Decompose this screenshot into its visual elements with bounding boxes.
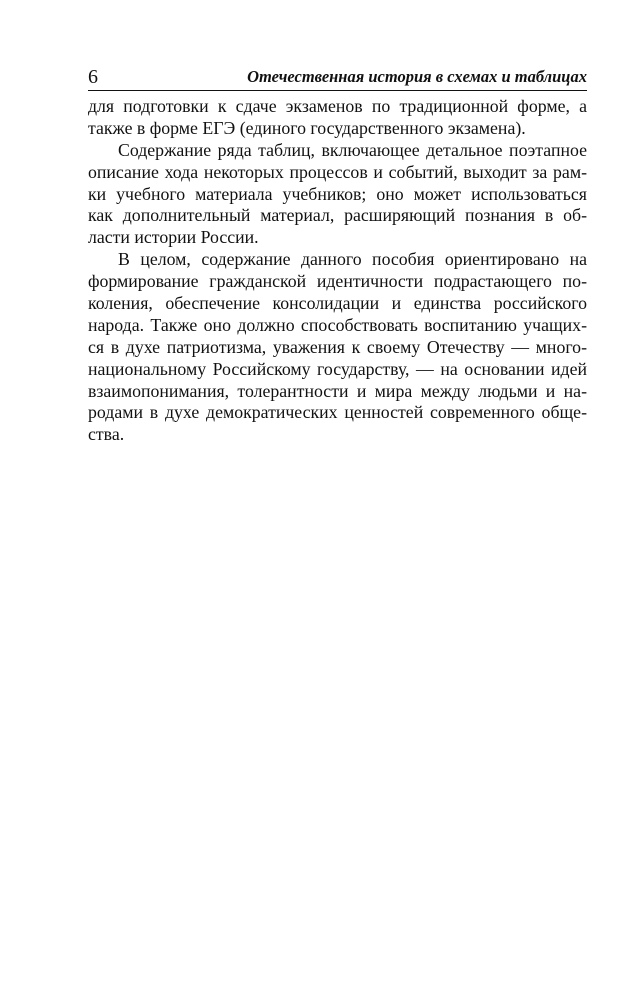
- text-line: как дополнительный материал, расширяющий познания в об-: [88, 205, 587, 226]
- text-line: описание хода некоторых процессов и событий, выходит за рам-: [88, 161, 587, 182]
- text-line: В целом, содержание данного пособия ориентировано на: [118, 249, 587, 270]
- text-line: формирование гражданской идентичности подрастающего по-: [88, 271, 587, 292]
- text-line: для подготовки к сдаче экзаменов по традиционной форме, а: [88, 96, 587, 116]
- header-rule: [88, 90, 587, 91]
- page-header: [88, 66, 587, 88]
- page-number: 6: [88, 66, 98, 88]
- paragraph-3: [88, 249, 587, 446]
- body-text: [88, 96, 587, 446]
- text-line: взаимопонимания, толерантности и мира между людьми и на-: [88, 380, 587, 401]
- text-line: ласти истории России.: [88, 227, 259, 248]
- text-line: родами в духе демократических ценностей современного обще-: [88, 402, 587, 423]
- text-line: национальному Российскому государству, — на основании идей: [88, 358, 587, 379]
- text-line: ства.: [88, 424, 125, 445]
- text-line: ся в духе патриотизма, уважения к своему Отечеству — много-: [88, 336, 587, 357]
- paragraph-1: [88, 96, 587, 140]
- running-title: Отечественная история в схемах и таблицах: [247, 67, 587, 86]
- text-line: народа. Также оно должно способствовать воспитанию учащих-: [88, 314, 587, 335]
- text-line: Содержание ряда таблиц, включающее детальное поэтапное: [118, 139, 587, 160]
- text-line: также в форме ЕГЭ (единого государственного экзамена).: [88, 117, 526, 138]
- paragraph-2: [88, 140, 587, 249]
- text-line: ки учебного материала учебников; оно может использоваться: [88, 183, 587, 204]
- text-line: коления, обеспечение консолидации и единства российского: [88, 293, 587, 314]
